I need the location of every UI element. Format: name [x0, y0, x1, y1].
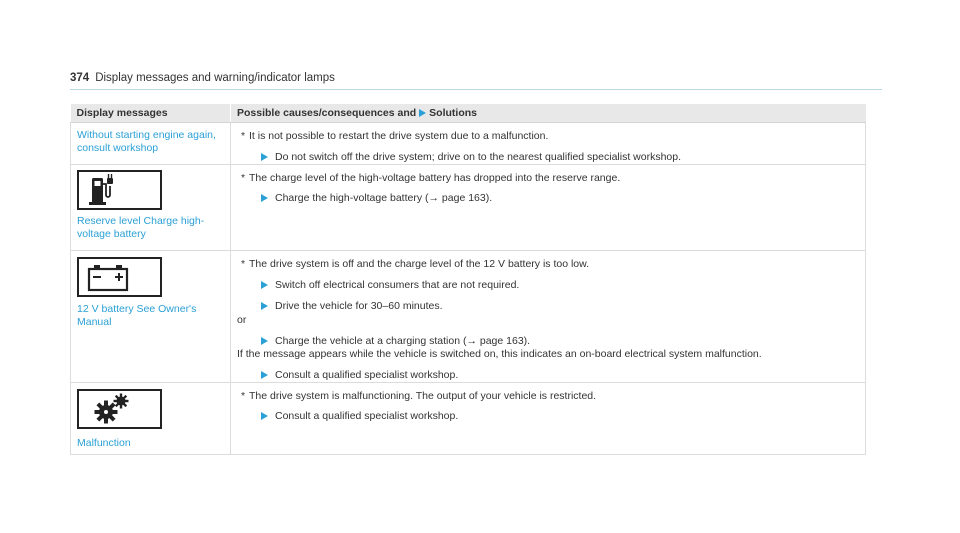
- display-cell: [71, 251, 231, 383]
- display-message-text: 12 V battery See Owner's Manual: [77, 303, 197, 328]
- solution-step: Switch off electrical consumers that are not required.: [275, 279, 520, 291]
- arrow-icon: [261, 337, 268, 345]
- arrow-icon: [261, 371, 268, 379]
- page-number: 374: [70, 72, 90, 84]
- gears-icon: [77, 389, 162, 429]
- page-header: [70, 72, 335, 84]
- table-header-row: [71, 104, 866, 123]
- or-text: or: [237, 314, 247, 326]
- table-row: [71, 251, 866, 383]
- display-message-text: Without starting engine again, consult workshop: [77, 129, 216, 154]
- cause-text: The charge level of the high-voltage battery has dropped into the reserve range.: [249, 172, 621, 184]
- cause-text: It is not possible to restart the drive system due to a malfunction.: [249, 130, 549, 142]
- arrow-icon: [419, 109, 426, 117]
- display-cell: [71, 123, 231, 165]
- causes-cell: [231, 123, 866, 165]
- arrow-icon: [261, 194, 268, 202]
- solution-step: Consult a qualified specialist workshop.: [275, 369, 459, 381]
- solution-step: Charge the high-voltage battery (→ page 163).: [275, 192, 493, 204]
- asterisk: *: [241, 258, 246, 270]
- solution-step: Drive the vehicle for 30–60 minutes.: [275, 300, 443, 312]
- asterisk: *: [241, 390, 246, 402]
- causes-cell: [231, 251, 866, 383]
- arrow-icon: [261, 281, 268, 289]
- causes-cell: [231, 165, 866, 251]
- table-row: [71, 165, 866, 251]
- solution-step: Charge the vehicle at a charging station (→ page 163).: [275, 335, 531, 347]
- table-row: [71, 383, 866, 455]
- arrow-icon: [261, 302, 268, 310]
- arrow-icon: [261, 412, 268, 420]
- table-row: [71, 123, 866, 165]
- col-header-causes-text: Possible causes/consequences and: [237, 107, 417, 119]
- asterisk: *: [241, 130, 246, 142]
- battery-icon: [77, 257, 162, 297]
- display-message-text: Reserve level Charge high-voltage battery: [77, 215, 205, 240]
- display-cell: [71, 383, 231, 455]
- display-cell: [71, 165, 231, 251]
- note-text: If the message appears while the vehicle is switched on, this indicates an on-board electrical system malfunction.: [237, 348, 762, 360]
- fuel-pump-plug-icon: [77, 170, 162, 210]
- asterisk: *: [241, 172, 246, 184]
- solution-step: Consult a qualified specialist workshop.: [275, 410, 459, 422]
- page-header-title: Display messages and warning/indicator lamps: [95, 72, 335, 84]
- cause-text: The drive system is malfunctioning. The output of your vehicle is restricted.: [249, 390, 597, 402]
- causes-cell: [231, 383, 866, 455]
- display-message-text: Malfunction: [77, 437, 131, 449]
- solution-step: Do not switch off the drive system; drive on to the nearest qualified specialist workshop.: [275, 151, 682, 163]
- col-header-display-messages: Display messages: [71, 104, 231, 123]
- col-header-causes: [231, 104, 866, 123]
- cause-text: The drive system is off and the charge level of the 12 V battery is too low.: [249, 258, 590, 270]
- col-header-solutions-text: Solutions: [429, 107, 478, 119]
- header-rule: [70, 89, 882, 90]
- display-messages-table: [70, 104, 866, 455]
- arrow-icon: [261, 153, 268, 161]
